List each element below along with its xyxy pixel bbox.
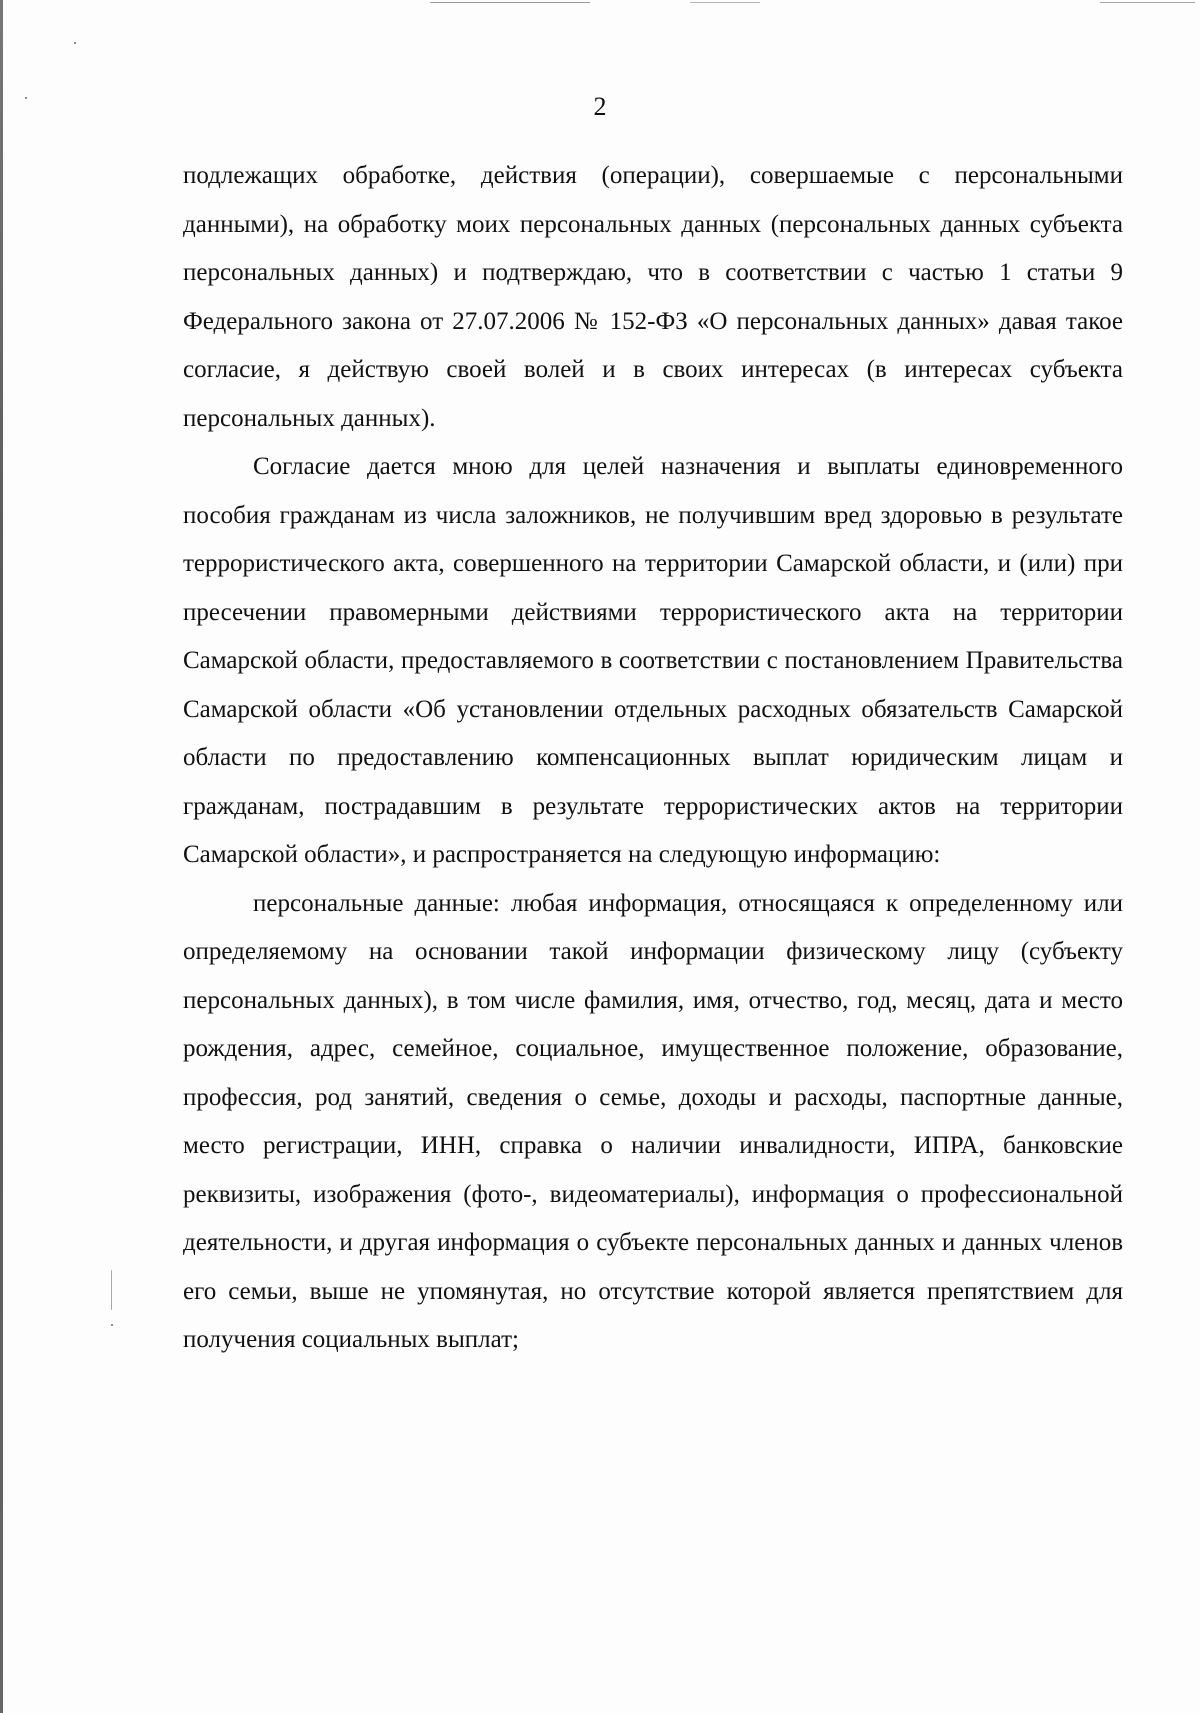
paragraph-consent-purpose: Согласие дается мною для целей назначения и выплаты единовременного пособия гражданам из числа заложников, не получившим вред здоровью в результате террористического акта, совершенного на территории Самарской области, и (или) при пресечении правомерными действиями террористического акта на территории Самарской области, предоставляемого в соответствии с постановлением Правительства Самарской области «Об установлении отдельных расходных обязательств Самарской области по предоставлению компенсационных выплат юридическим лицам и гражданам, пострадавшим в результате террористических актов на территории Самарской области», и распространяется на следующую информацию: [183,453,1123,868]
paragraph-personal-data-definition: персональные данные: любая информация, относящаяся к определенному или определяемому на основании такой информации физическому лицу (субъекту персональных данных), в том числе фамилия, имя, отчество, год, месяц, дата и место рождения, адрес, семейное, социальное, имущественное положение, образование, профессия, род занятий, сведения о семье, доходы и расходы, паспортные данные, место регистрации, ИНН, справка о наличии инвалидности, ИПРА, банковские реквизиты, изображения (фото-, видеоматериалы), информация о профессиональной деятельности, и другая информация о субъекте персональных данных и данных членов его семьи, выше не упомянутая, но отсутствие которой является препятствием для получения социальных выплат; [183,889,1123,1353]
paragraph-consent-continuation: подлежащих обработке, действия (операции), совершаемые с персональными данными), на обработку моих персональных данных (персональных данных субъекта персональных данных) и подтверждаю, что в соответствии с частью 1 статьи 9 Федерального закона от 27.07.2006 № 152-ФЗ «О персональных данных» давая такое согласие, я действую своей волей и в своих интересах (в интересах субъекта персональных данных). [183,162,1123,432]
scan-streak [1100,2,1195,3]
scan-speck [111,1324,113,1326]
scan-binding-edge [0,0,3,1713]
scan-streak [690,2,760,3]
page-number: 2 [593,92,607,121]
scan-speck [111,1270,112,1310]
scan-streak [430,2,590,3]
scan-speck [74,42,76,44]
document-body [183,152,1123,1365]
